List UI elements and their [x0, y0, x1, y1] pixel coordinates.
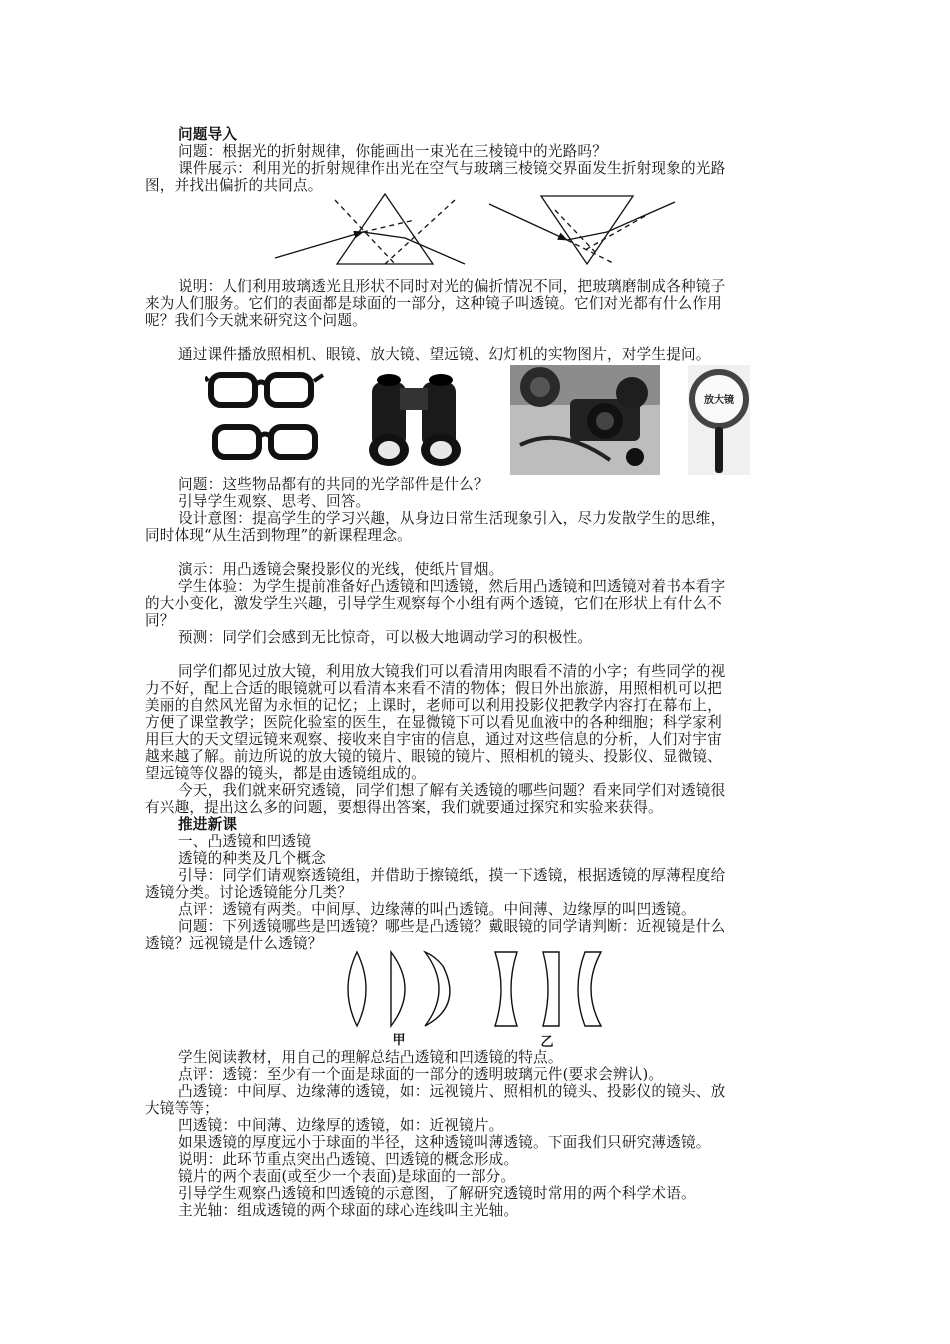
text-line: 望远镜等仪器的镜头，都是由透镜组成的。	[145, 765, 427, 782]
text-line: 问题：下列透镜哪些是凹透镜？哪些是凸透镜？戴眼镜的同学请判断：近视镜是什么	[178, 918, 726, 935]
text-line: 问题：根据光的折射规律，你能画出一束光在三棱镜中的光路吗？	[178, 143, 608, 160]
text-line: 图，并找出偏折的共同点。	[145, 177, 323, 194]
text-line: 同时体现“从生活到物理”的新课程理念。	[145, 527, 412, 544]
text-line: 主光轴：组成透镜的两个球面的球心连线叫主光轴。	[178, 1202, 519, 1219]
text-line: 方便了课堂教学；医院化验室的医生，在显微镜下可以看见血液中的各种细胞；科学家利	[145, 714, 722, 731]
lens-meniscus-concave	[578, 952, 601, 1026]
text-line: 点评：透镜有两类。中间厚、边缘薄的叫凸透镜。中间薄、边缘厚的叫凹透镜。	[178, 901, 696, 918]
text-line: 演示：用凸透镜会聚投影仪的光线，使纸片冒烟。	[178, 561, 504, 578]
text-line: 用巨大的天文望远镜来观察、接收来自宇宙的信息，通过对这些信息的分析，人们对宇宙	[145, 731, 722, 748]
heading-new-lesson: 推进新课	[178, 816, 238, 833]
text-line: 点评：透镜：至少有一个面是球面的一部分的透明玻璃元件(要求会辨认)。	[178, 1066, 664, 1083]
camera-image	[510, 365, 660, 475]
glasses-bottom	[215, 427, 315, 457]
magnifier-label: 放大镜	[704, 395, 734, 406]
text-line: 引导学生观察凸透镜和凹透镜的示意图，了解研究透镜时常用的两个科学术语。	[178, 1185, 696, 1202]
text-line: 同？	[145, 612, 175, 629]
text-line: 越来越了解。前边所说的放大镜的镜片、眼镜的镜片、照相机的镜头、投影仪、显微镜、	[145, 748, 722, 765]
text-line: 的大小变化，激发学生兴趣，引导学生观察每个小组有两个透镜，它们在形状上有什么不	[145, 595, 722, 612]
binoculars-image	[360, 370, 470, 475]
text-line: 来为人们服务。它们的表面都是球面的一部分，这种镜子叫透镜。它们对光都有什么作用	[145, 295, 722, 312]
lens-planoconvex	[391, 952, 405, 1026]
text-line: 美丽的自然风光留为永恒的记忆；上课时，老师可以利用投影仪把教学内容打在幕布上，	[145, 697, 722, 714]
text-line: 学生体验：为学生提前准备好凸透镜和凹透镜，然后用凸透镜和凹透镜对着书本看字	[178, 578, 726, 595]
glasses-image	[205, 365, 325, 475]
lens-meniscus-convex	[425, 952, 450, 1026]
text-line: 有兴趣，提出这么多的问题，要想得出答案，我们就要通过探究和实验来获得。	[145, 799, 663, 816]
lens-planoconcave	[543, 952, 559, 1026]
text-line: 说明：人们利用玻璃透光且形状不同时对光的偏折情况不同，把玻璃磨制成各种镜子	[178, 278, 726, 295]
text-line: 引导：同学们请观察透镜组，并借助于擦镜纸，摸一下透镜，根据透镜的厚薄程度给	[178, 867, 726, 884]
incident-ray	[489, 204, 567, 240]
glasses-top	[205, 375, 323, 405]
prism-left	[275, 194, 465, 264]
magnifier-image	[688, 365, 750, 475]
text-line: 镜片的两个表面(或至少一个表面)是球面的一部分。	[178, 1168, 516, 1185]
text-line: 力不好，配上合适的眼镜就可以看清本来看不清的物体；假日外出旅游，用照相机可以把	[145, 680, 722, 697]
text-line: 一、凸透镜和凹透镜	[178, 833, 312, 850]
emergent-ray	[607, 202, 675, 232]
label-yi: 乙	[540, 1035, 554, 1048]
text-line: 今天，我们就来研究透镜，同学们想了解有关透镜的哪些问题？看来同学们对透镜很	[178, 782, 726, 799]
text-line: 设计意图：提高学生的学习兴趣，从身边日常生活现象引入，尽力发散学生的思维，	[178, 510, 726, 527]
text-line: 透镜的种类及几个概念	[178, 850, 326, 867]
text-line: 课件展示：利用光的折射规律作出光在空气与玻璃三棱镜交界面发生折射现象的光路	[178, 160, 726, 177]
text-line: 如果透镜的厚度远小于球面的半径，这种透镜叫薄透镜。下面我们只研究薄透镜。	[178, 1134, 711, 1151]
text-line: 说明：此环节重点突出凸透镜、凹透镜的概念形成。	[178, 1151, 519, 1168]
text-line: 同学们都见过放大镜，利用放大镜我们可以看清用肉眼看不清的小字；有些同学的视	[178, 663, 726, 680]
text-line: 凹透镜：中间薄、边缘厚的透镜，如：近视镜片。	[178, 1117, 504, 1134]
text-line: 透镜？远视镜是什么透镜？	[145, 935, 323, 952]
lens-shapes-diagram	[335, 946, 625, 1048]
prism-diagram	[255, 192, 685, 270]
text-line: 凸透镜：中间厚、边缘薄的透镜，如：远视镜片、照相机的镜头、投影仪的镜头、放	[178, 1083, 726, 1100]
text-line: 预测：同学们会感到无比惊奇，可以极大地调动学习的积极性。	[178, 629, 593, 646]
emergent-ray	[405, 238, 465, 264]
lens-biconcave	[495, 952, 517, 1026]
heading-problem-intro: 问题导入	[178, 126, 238, 143]
label-jia: 甲	[392, 1033, 406, 1048]
text-line: 大镜等等；	[145, 1100, 219, 1117]
lens-biconvex	[348, 952, 366, 1026]
text-line: 引导学生观察、思考、回答。	[178, 493, 371, 510]
text-line: 学生阅读教材，用自己的理解总结凸透镜和凹透镜的特点。	[178, 1049, 563, 1066]
text-line: 透镜分类。讨论透镜能分几类？	[145, 884, 353, 901]
prism-right	[489, 196, 675, 264]
text-line: 问题：这些物品都有的共同的光学部件是什么？	[178, 476, 489, 493]
text-line: 通过课件播放照相机、眼镜、放大镜、望远镜、幻灯机的实物图片，对学生提问。	[178, 346, 711, 363]
text-line: 呢？我们今天就来研究这个问题。	[145, 312, 367, 329]
